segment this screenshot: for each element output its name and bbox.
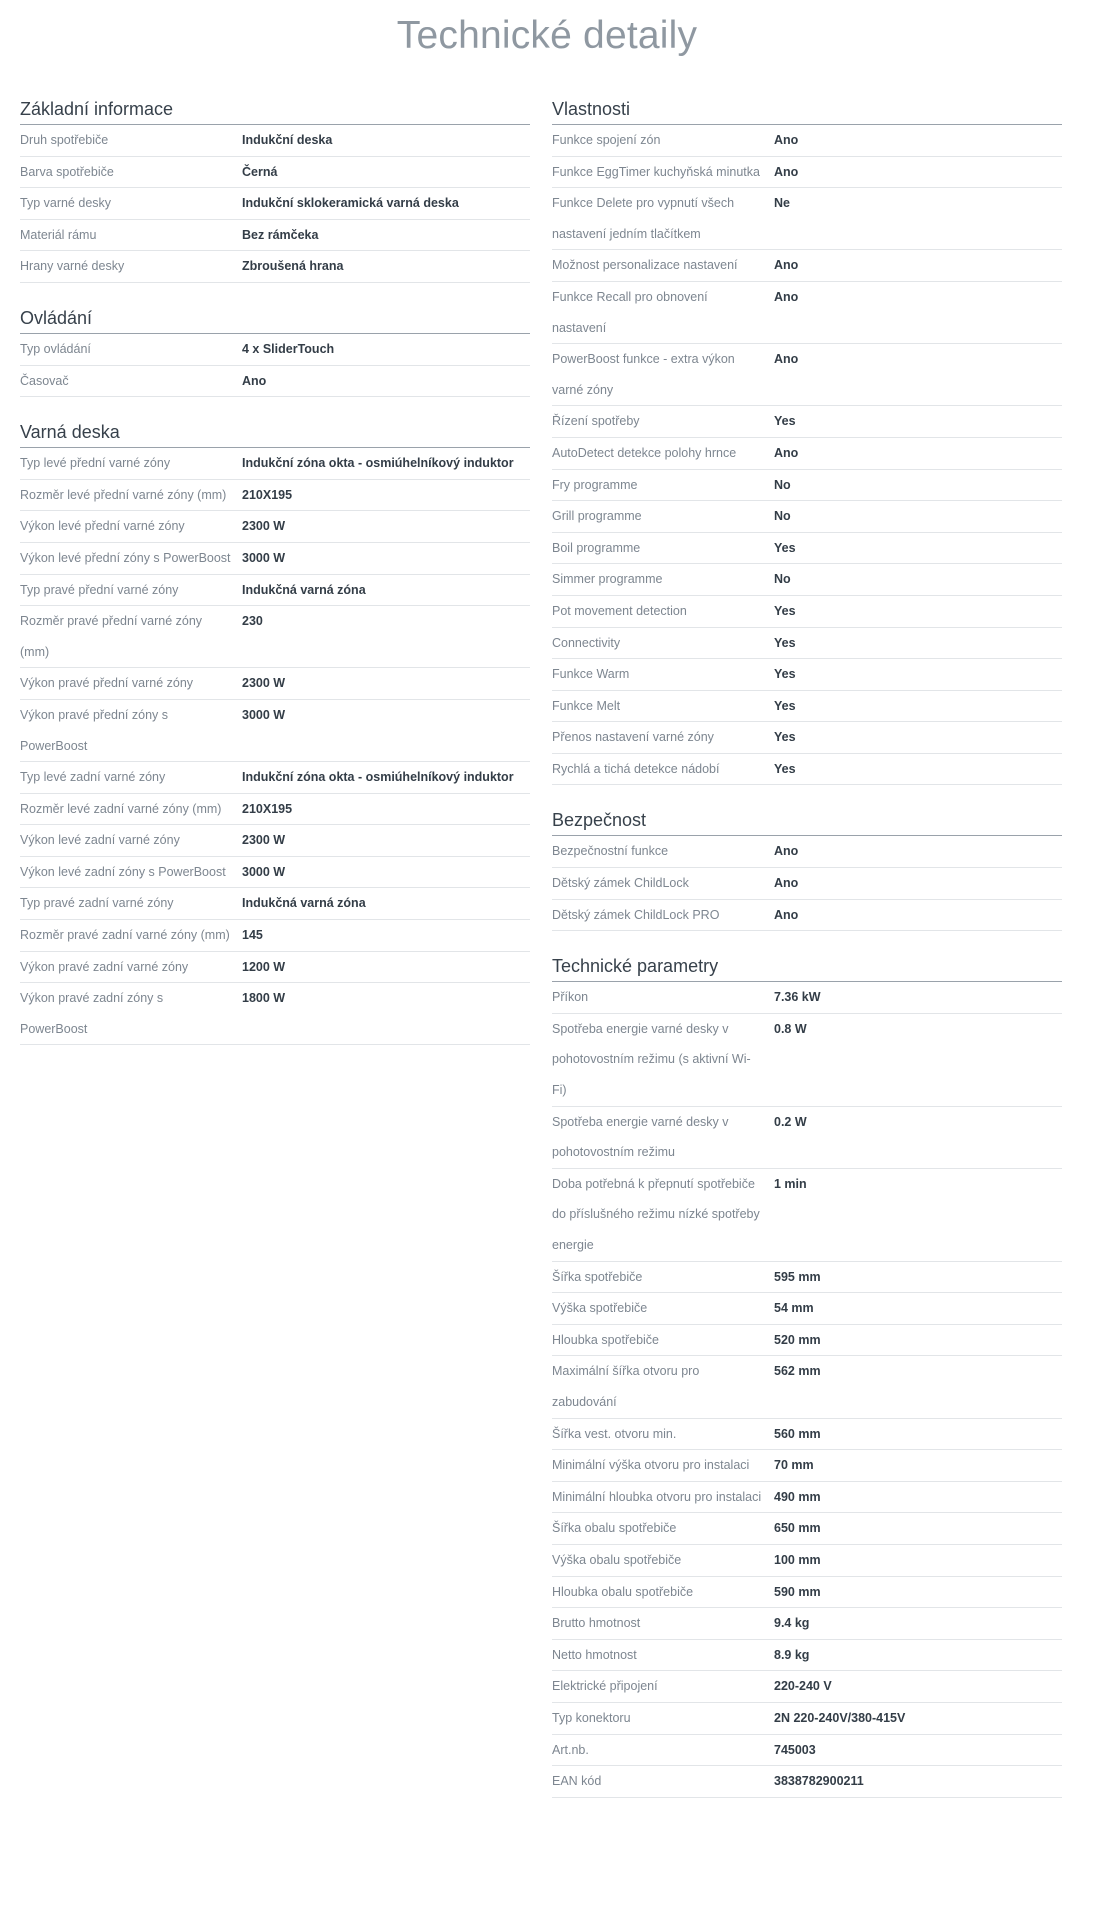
- spec-value: Indukčná varná zóna: [242, 582, 366, 597]
- spec-row: [20, 920, 530, 952]
- spec-label: Typ pravé přední varné zóny: [20, 582, 179, 597]
- spec-row: [552, 1671, 1062, 1703]
- spec-value: 100 mm: [774, 1552, 821, 1567]
- left-column: [20, 94, 530, 1065]
- spec-row: [20, 857, 530, 889]
- spec-row: [20, 251, 530, 283]
- spec-value: 1200 W: [242, 959, 286, 974]
- spec-value: Yes: [774, 667, 796, 682]
- section-title: Základní informace: [20, 94, 530, 125]
- spec-label: Výkon pravé přední varné zóny: [20, 676, 194, 691]
- spec-label: Časovač: [20, 373, 69, 388]
- spec-row: [552, 282, 1062, 344]
- spec-value: 2300 W: [242, 833, 286, 848]
- spec-value: Bez rámčeka: [242, 227, 319, 242]
- spec-section-technicke-parametry: [552, 951, 1062, 1797]
- spec-value: Indukčná varná zóna: [242, 896, 366, 911]
- spec-value: 8.9 kg: [774, 1647, 810, 1662]
- spec-label: Druh spotřebiče: [20, 133, 109, 147]
- spec-value: 560 mm: [774, 1426, 821, 1441]
- spec-label: Funkce EggTimer kuchyňská minutka: [552, 164, 760, 179]
- spec-row: [20, 668, 530, 700]
- spec-value: 490 mm: [774, 1489, 821, 1504]
- spec-value: 145: [242, 928, 263, 943]
- spec-value: Ano: [774, 876, 799, 891]
- spec-value: 1 min: [774, 1176, 807, 1191]
- spec-row: [20, 575, 530, 607]
- spec-label: Maximální šířka otvoru pro zabudování: [552, 1364, 700, 1409]
- spec-row: [552, 1766, 1062, 1798]
- spec-row: [552, 722, 1062, 754]
- spec-value: 562 mm: [774, 1364, 821, 1379]
- spec-label: Funkce Delete pro vypnutí všech nastavení jedním tlačítkem: [552, 196, 735, 241]
- spec-value: 0.8 W: [774, 1021, 807, 1036]
- spec-value: Yes: [774, 761, 796, 776]
- spec-row: [552, 596, 1062, 628]
- spec-value: 210X195: [242, 801, 293, 816]
- spec-label: Spotřeba energie varné desky v pohotovostním režimu (s aktivní Wi-Fi): [552, 1021, 751, 1098]
- spec-label: Bezpečnostní funkce: [552, 844, 669, 859]
- spec-row: [20, 888, 530, 920]
- spec-section-vlastnosti: [552, 94, 1062, 785]
- spec-value: Yes: [774, 414, 796, 429]
- spec-row: [20, 952, 530, 984]
- spec-row: [552, 1735, 1062, 1767]
- spec-value: Ano: [774, 907, 799, 922]
- spec-label: PowerBoost funkce - extra výkon varné zóny: [552, 352, 735, 397]
- spec-label: Funkce Melt: [552, 698, 621, 713]
- section-title: Bezpečnost: [552, 805, 1062, 836]
- spec-row: [552, 900, 1062, 932]
- spec-label: Netto hmotnost: [552, 1647, 637, 1662]
- spec-value: 230: [242, 614, 263, 629]
- section-title: Technické parametry: [552, 951, 1062, 982]
- spec-value: 595 mm: [774, 1269, 821, 1284]
- spec-row: [20, 700, 530, 762]
- spec-row: [20, 157, 530, 189]
- spec-row: [552, 188, 1062, 250]
- spec-row: [552, 125, 1062, 157]
- spec-label: Minimální výška otvoru pro instalaci: [552, 1458, 750, 1473]
- spec-label: Dětský zámek ChildLock: [552, 876, 689, 891]
- spec-row: [552, 1169, 1062, 1262]
- spec-label: Fry programme: [552, 477, 638, 492]
- spec-value: 2300 W: [242, 519, 286, 534]
- spec-row: [20, 448, 530, 480]
- spec-value: Yes: [774, 603, 796, 618]
- spec-row: [552, 1107, 1062, 1169]
- spec-row: [20, 511, 530, 543]
- spec-row: [20, 220, 530, 252]
- section-title: Ovládání: [20, 303, 530, 334]
- spec-label: Typ levé zadní varné zóny: [20, 770, 166, 785]
- spec-row: [20, 794, 530, 826]
- spec-label: Typ pravé zadní varné zóny: [20, 896, 174, 911]
- spec-label: Minimální hloubka otvoru pro instalaci: [552, 1489, 762, 1504]
- spec-value: Yes: [774, 730, 796, 745]
- spec-row: [552, 344, 1062, 406]
- spec-label: Pot movement detection: [552, 603, 687, 618]
- spec-label: Řízení spotřeby: [552, 414, 640, 429]
- spec-value: 1800 W: [242, 991, 286, 1006]
- spec-row: [552, 157, 1062, 189]
- spec-row: [552, 501, 1062, 533]
- spec-value: Ne: [774, 196, 790, 211]
- spec-label: Elektrické připojení: [552, 1679, 658, 1694]
- spec-row: [552, 564, 1062, 596]
- spec-row: [552, 691, 1062, 723]
- spec-label: Brutto hmotnost: [552, 1616, 641, 1631]
- spec-row: [552, 250, 1062, 282]
- spec-section-varna-deska: [20, 417, 530, 1045]
- spec-value: Indukční zóna okta - osmiúhelníkový induktor: [242, 456, 514, 471]
- spec-label: Funkce Recall pro obnovení nastavení: [552, 289, 708, 335]
- spec-value: Zbroušená hrana: [242, 259, 344, 274]
- spec-row: [552, 1419, 1062, 1451]
- spec-section-bezpecnost: [552, 805, 1062, 931]
- spec-label: Možnost personalizace nastavení: [552, 258, 738, 273]
- spec-label: Rozměr pravé zadní varné zóny (mm): [20, 928, 230, 943]
- spec-row: [552, 1608, 1062, 1640]
- spec-row: [552, 438, 1062, 470]
- spec-row: [552, 406, 1062, 438]
- spec-value: 650 mm: [774, 1521, 821, 1536]
- spec-row: [552, 836, 1062, 868]
- spec-value: 2300 W: [242, 676, 286, 691]
- spec-value: 220-240 V: [774, 1679, 832, 1694]
- spec-row: [20, 188, 530, 220]
- spec-row: [552, 628, 1062, 660]
- spec-label: Art.nb.: [552, 1742, 589, 1757]
- spec-label: Rychlá a tichá detekce nádobí: [552, 761, 720, 776]
- spec-label: Barva spotřebiče: [20, 164, 114, 179]
- spec-row: [552, 1450, 1062, 1482]
- spec-value: Ano: [242, 373, 267, 388]
- spec-row: [552, 982, 1062, 1014]
- spec-label: EAN kód: [552, 1774, 602, 1789]
- section-title: Vlastnosti: [552, 94, 1062, 125]
- spec-label: Výkon pravé přední zóny s PowerBoost: [20, 707, 168, 753]
- spec-label: Spotřeba energie varné desky v pohotovostním režimu: [552, 1114, 729, 1160]
- right-column: [552, 94, 1062, 1818]
- spec-label: Výkon levé zadní zóny s PowerBoost: [20, 864, 226, 879]
- spec-value: Ano: [774, 352, 799, 367]
- spec-value: Indukční zóna okta - osmiúhelníkový induktor: [242, 770, 514, 785]
- spec-row: [20, 125, 530, 157]
- spec-row: [552, 1513, 1062, 1545]
- spec-value: 520 mm: [774, 1332, 821, 1347]
- spec-row: [552, 470, 1062, 502]
- spec-row: [552, 1356, 1062, 1418]
- spec-row: [552, 754, 1062, 786]
- spec-row: [20, 480, 530, 512]
- spec-label: Typ ovládání: [20, 341, 91, 356]
- spec-value: 3000 W: [242, 550, 286, 565]
- spec-value: Ano: [774, 445, 799, 460]
- spec-label: Výkon levé zadní varné zóny: [20, 833, 180, 848]
- spec-label: Simmer programme: [552, 572, 663, 587]
- spec-row: [552, 1262, 1062, 1294]
- spec-label: Výška spotřebiče: [552, 1301, 648, 1316]
- spec-value: 3000 W: [242, 864, 286, 879]
- spec-row: [552, 1293, 1062, 1325]
- spec-value: Ano: [774, 844, 799, 859]
- spec-value: Yes: [774, 635, 796, 650]
- spec-value: Indukční sklokeramická varná deska: [242, 196, 459, 211]
- spec-value: 4 x SliderTouch: [242, 341, 335, 356]
- spec-label: Doba potřebná k přepnutí spotřebiče do příslušného režimu nízké spotřeby energie: [552, 1176, 760, 1252]
- spec-label: Hloubka obalu spotřebiče: [552, 1584, 694, 1599]
- spec-row: [552, 868, 1062, 900]
- spec-label: Rozměr levé zadní varné zóny (mm): [20, 801, 222, 816]
- spec-label: Boil programme: [552, 540, 641, 555]
- spec-row: [20, 825, 530, 857]
- spec-row: [552, 1545, 1062, 1577]
- spec-value: Černá: [242, 164, 278, 179]
- spec-value: Indukční deska: [242, 133, 333, 147]
- spec-label: Šířka obalu spotřebiče: [552, 1521, 677, 1536]
- spec-label: Typ levé přední varné zóny: [20, 456, 171, 471]
- spec-label: Příkon: [552, 990, 589, 1005]
- spec-label: Rozměr pravé přední varné zóny (mm): [20, 614, 203, 659]
- spec-label: Výkon pravé zadní varné zóny: [20, 959, 189, 974]
- spec-label: Šířka spotřebiče: [552, 1269, 643, 1284]
- section-title: Varná deska: [20, 417, 530, 448]
- spec-row: [552, 533, 1062, 565]
- spec-value: No: [774, 477, 791, 492]
- spec-label: Výkon pravé zadní zóny s PowerBoost: [20, 991, 164, 1036]
- spec-row: [20, 762, 530, 794]
- spec-label: Výkon levé přední varné zóny: [20, 519, 185, 534]
- spec-label: Dětský zámek ChildLock PRO: [552, 907, 720, 922]
- spec-label: Funkce spojení zón: [552, 133, 661, 147]
- spec-label: Typ varné desky: [20, 196, 112, 211]
- spec-label: AutoDetect detekce polohy hrnce: [552, 445, 737, 460]
- spec-label: Funkce Warm: [552, 667, 630, 682]
- spec-label: Connectivity: [552, 635, 621, 650]
- spec-row: [552, 1325, 1062, 1357]
- spec-value: Yes: [774, 540, 796, 555]
- spec-label: Grill programme: [552, 509, 642, 524]
- spec-value: Ano: [774, 289, 799, 304]
- spec-value: No: [774, 572, 791, 587]
- spec-label: Výkon levé přední zóny s PowerBoost: [20, 550, 231, 565]
- spec-label: Materiál rámu: [20, 227, 97, 242]
- spec-value: 745003: [774, 1742, 816, 1757]
- spec-row: [552, 1640, 1062, 1672]
- spec-value: Ano: [774, 258, 799, 273]
- spec-row: [20, 543, 530, 575]
- spec-row: [552, 1482, 1062, 1514]
- spec-value: 7.36 kW: [774, 990, 821, 1005]
- spec-row: [552, 659, 1062, 691]
- spec-value: 3838782900211: [774, 1774, 864, 1789]
- spec-label: Hrany varné desky: [20, 259, 125, 274]
- spec-row: [552, 1703, 1062, 1735]
- spec-row: [20, 334, 530, 366]
- spec-row: [552, 1577, 1062, 1609]
- spec-label: Typ konektoru: [552, 1710, 631, 1725]
- spec-row: [20, 983, 530, 1045]
- spec-label: Rozměr levé přední varné zóny (mm): [20, 487, 227, 502]
- spec-row: [20, 606, 530, 668]
- spec-section-zakladni-informace: [20, 94, 530, 283]
- spec-value: 70 mm: [774, 1458, 814, 1473]
- spec-value: 9.4 kg: [774, 1616, 810, 1631]
- spec-section-ovladani: [20, 303, 530, 397]
- spec-value: No: [774, 509, 791, 524]
- spec-row: [552, 1014, 1062, 1107]
- spec-value: Ano: [774, 133, 799, 147]
- spec-label: Výška obalu spotřebiče: [552, 1552, 682, 1567]
- spec-value: Yes: [774, 698, 796, 713]
- spec-value: 2N 220-240V/380-415V: [774, 1710, 906, 1725]
- spec-value: 210X195: [242, 487, 293, 502]
- spec-row: [20, 366, 530, 398]
- spec-label: Šířka vest. otvoru min.: [552, 1426, 677, 1441]
- spec-value: 54 mm: [774, 1301, 814, 1316]
- spec-value: 590 mm: [774, 1584, 821, 1599]
- spec-value: Ano: [774, 164, 799, 179]
- spec-label: Přenos nastavení varné zóny: [552, 730, 714, 745]
- spec-value: 3000 W: [242, 707, 286, 722]
- spec-label: Hloubka spotřebiče: [552, 1332, 660, 1347]
- page-title: Technické detaily: [396, 14, 698, 57]
- spec-value: 0.2 W: [774, 1114, 807, 1129]
